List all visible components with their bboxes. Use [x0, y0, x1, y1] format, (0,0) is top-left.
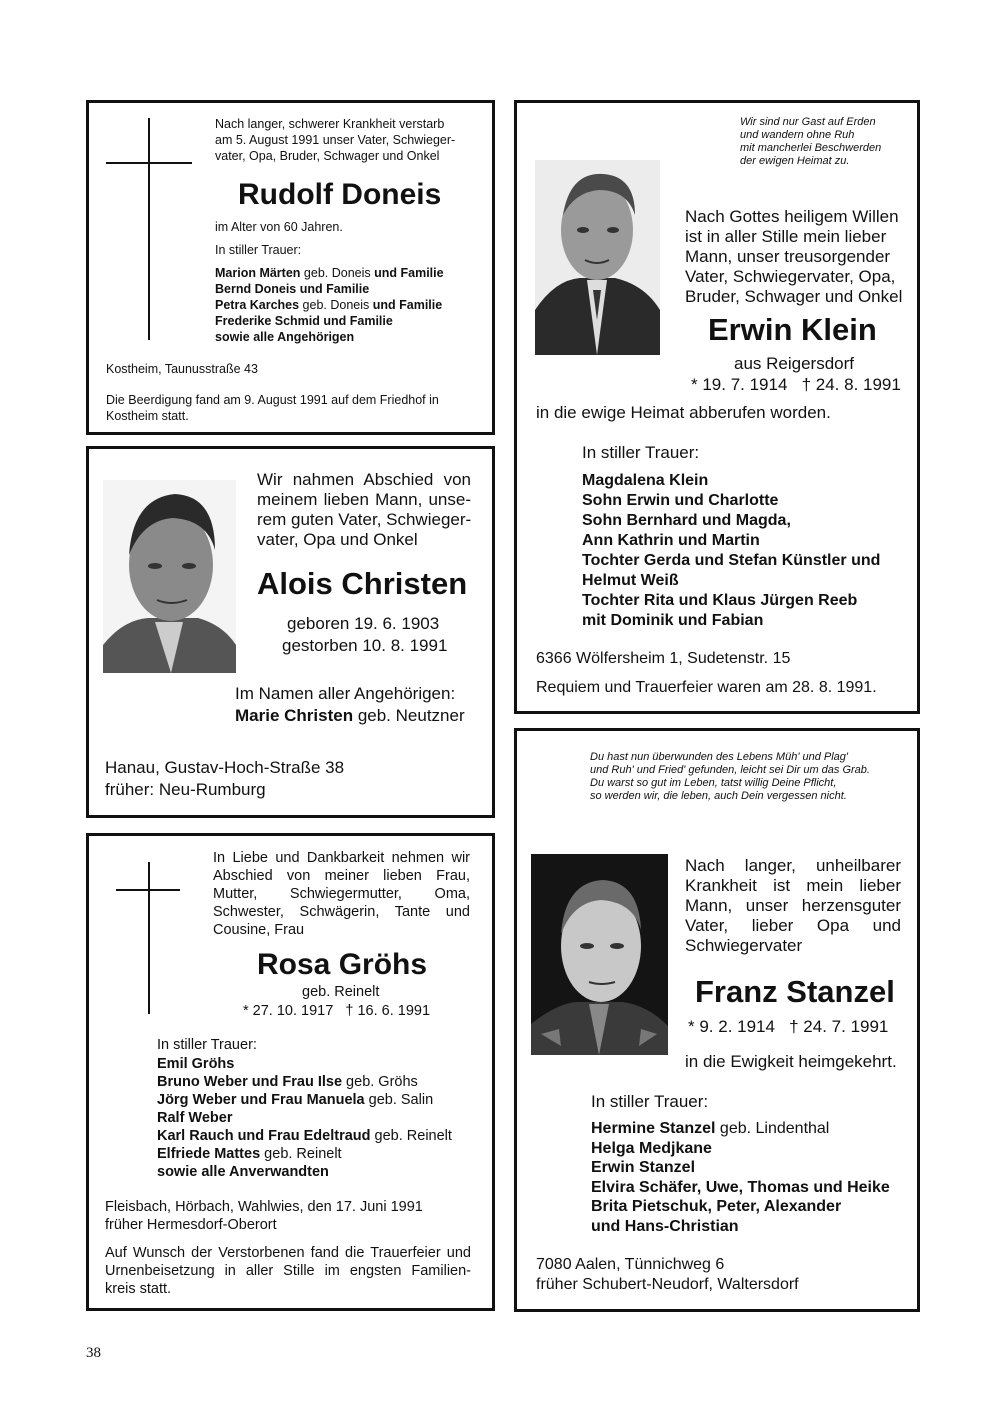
- list-item: und Hans-Christian: [591, 1217, 739, 1235]
- list-item: Elfriede Mattes geb. Reinelt: [157, 1146, 342, 1162]
- cross-icon-bar: [106, 162, 192, 164]
- stanzel-quote: Du hast nun überwunden des Lebens Müh' und Plag' und Ruh' und Fried' gefunden, leicht sei Dir um das Grab. Du warst so gut im Leben, tatst willig Deine Pflicht, so werden wir, die leben, auch Dein vergessen nicht.: [590, 751, 870, 802]
- klein-dates: * 19. 7. 1914 † 24. 8. 1991: [691, 375, 901, 394]
- list-item: Brita Pietschuk, Peter, Alexander: [591, 1198, 842, 1215]
- list-item: Frederike Schmid und Familie: [215, 314, 393, 328]
- list-item: Tochter Gerda und Stefan Künstler und: [582, 552, 881, 569]
- stanzel-name: Franz Stanzel: [695, 974, 895, 1009]
- christen-died: gestorben 10. 8. 1991: [282, 636, 448, 655]
- list-item: Hermine Stanzel geb. Lindenthal: [591, 1120, 830, 1137]
- page-number: 38: [86, 1345, 101, 1361]
- list-item: Bernd Doneis und Familie: [215, 282, 370, 296]
- doneis-address: Kostheim, Taunusstraße 43: [106, 362, 258, 376]
- list-item: Helmut Weiß: [582, 572, 679, 589]
- christen-name: Alois Christen: [257, 566, 468, 601]
- groehs-intro: In Liebe und Dankbarkeit nehmen wir Abschied von meiner lieben Frau, Mutter, Schwiegermutter, Oma, Schwester, Schwägerin, Tante und Cousine, Frau: [213, 850, 470, 938]
- groehs-maiden: geb. Reinelt: [302, 984, 380, 1000]
- cross-icon: [148, 862, 150, 1014]
- list-item: Sohn Bernhard und Magda,: [582, 512, 791, 529]
- list-item: Ann Kathrin und Martin: [582, 532, 760, 549]
- list-item: Bruno Weber und Frau Ilse geb. Gröhs: [157, 1074, 418, 1090]
- groehs-mourners: [157, 1055, 452, 1181]
- christen-born: geboren 19. 6. 1903: [287, 614, 440, 633]
- groehs-name: Rosa Gröhs: [257, 948, 428, 981]
- groehs-dates: * 27. 10. 1917 † 16. 6. 1991: [243, 1003, 431, 1019]
- portrait-photo-christen: [103, 480, 236, 673]
- list-item: Magdalena Klein: [582, 472, 709, 489]
- klein-intro: Nach Gottes heiligem Willen ist in aller Stille mein lieber Mann, unser treusorgender Vater, Schwiegervater, Opa, Bruder, Schwager und Onkel: [685, 207, 903, 306]
- list-item: Marion Märten geb. Doneis und Familie: [215, 266, 444, 280]
- stanzel-mourners: [591, 1119, 890, 1236]
- christen-on-behalf: Im Namen aller Angehörigen:: [235, 684, 456, 703]
- klein-requiem: Requiem und Trauerfeier waren am 28. 8. 1991.: [536, 679, 877, 696]
- list-item: Tochter Rita und Klaus Jürgen Reeb: [582, 592, 858, 609]
- klein-name: Erwin Klein: [708, 312, 877, 347]
- christen-intro: Wir nahmen Abschied von meinem lieben Mann, unse- rem guten Vater, Schwieger- vater, Opa und Onkel: [257, 470, 472, 549]
- stanzel-mourning-label: In stiller Trauer:: [591, 1092, 709, 1111]
- list-item: sowie alle Anverwandten: [157, 1164, 329, 1180]
- klein-mourners: [582, 471, 880, 631]
- doneis-funeral: Die Beerdigung fand am 9. August 1991 auf dem Friedhof in Kostheim statt.: [106, 393, 439, 423]
- stanzel-eternity: in die Ewigkeit heimgekehrt.: [685, 1052, 897, 1071]
- groehs-mourning-label: In stiller Trauer:: [157, 1037, 257, 1053]
- list-item: Elvira Schäfer, Uwe, Thomas und Heike: [591, 1178, 890, 1196]
- list-item: Sohn Erwin und Charlotte: [582, 492, 779, 509]
- list-item: Karl Rauch und Frau Edeltraud geb. Reinelt: [157, 1128, 452, 1144]
- groehs-notice: Auf Wunsch der Verstorbenen fand die Trauerfeier und Urnenbeisetzung in aller Stille im engsten Familien- kreis statt.: [105, 1245, 471, 1297]
- list-item: sowie alle Angehörigen: [215, 330, 355, 344]
- portrait-photo-stanzel: [531, 854, 668, 1055]
- stanzel-dates: * 9. 2. 1914 † 24. 7. 1991: [688, 1017, 889, 1036]
- list-item: Jörg Weber und Frau Manuela geb. Salin: [157, 1092, 434, 1108]
- doneis-age: im Alter von 60 Jahren.: [215, 220, 343, 234]
- stanzel-address: 7080 Aalen, Tünnichweg 6 früher Schubert-Neudorf, Waltersdorf: [536, 1256, 799, 1293]
- doneis-mourning-label: In stiller Trauer:: [215, 243, 302, 257]
- list-item: mit Dominik und Fabian: [582, 612, 764, 629]
- groehs-place: Fleisbach, Hörbach, Wahlwies, den 17. Juni 1991 früher Hermesdorf-Oberort: [105, 1199, 423, 1233]
- klein-address: 6366 Wölfersheim 1, Sudetenstr. 15: [536, 650, 791, 667]
- list-item: Erwin Stanzel: [591, 1159, 696, 1176]
- christen-address: Hanau, Gustav-Hoch-Straße 38 früher: Neu-Rumburg: [105, 758, 345, 799]
- doneis-name: Rudolf Doneis: [238, 178, 442, 211]
- klein-quote: Wir sind nur Gast auf Erden und wandern ohne Ruh mit mancherlei Beschwerden der ewigen Heimat zu.: [740, 116, 882, 167]
- doneis-mourners: [215, 265, 444, 345]
- list-item: Petra Karches geb. Doneis und Familie: [215, 298, 443, 312]
- cross-icon: [148, 118, 150, 340]
- stanzel-intro: Nach langer, unheilbarer Krankheit ist mein lieber Mann, unser herzensguter Vater, lieber Opa und Schwiegervater: [685, 856, 901, 955]
- cross-icon-bar: [116, 889, 180, 891]
- list-item: Helga Medjkane: [591, 1139, 712, 1157]
- list-item: Ralf Weber: [157, 1110, 233, 1126]
- christen-signer: Marie Christen geb. Neutzner: [235, 706, 465, 725]
- list-item: Emil Gröhs: [157, 1056, 235, 1072]
- klein-mourning-label: In stiller Trauer:: [582, 443, 700, 462]
- klein-origin: aus Reigersdorf: [734, 354, 855, 373]
- klein-called: in die ewige Heimat abberufen worden.: [536, 403, 831, 422]
- portrait-photo-klein: [535, 160, 660, 355]
- doneis-intro: Nach langer, schwerer Krankheit verstarb am 5. August 1991 unser Vater, Schwieger- vater, Opa, Bruder, Schwager und Onkel: [215, 117, 456, 163]
